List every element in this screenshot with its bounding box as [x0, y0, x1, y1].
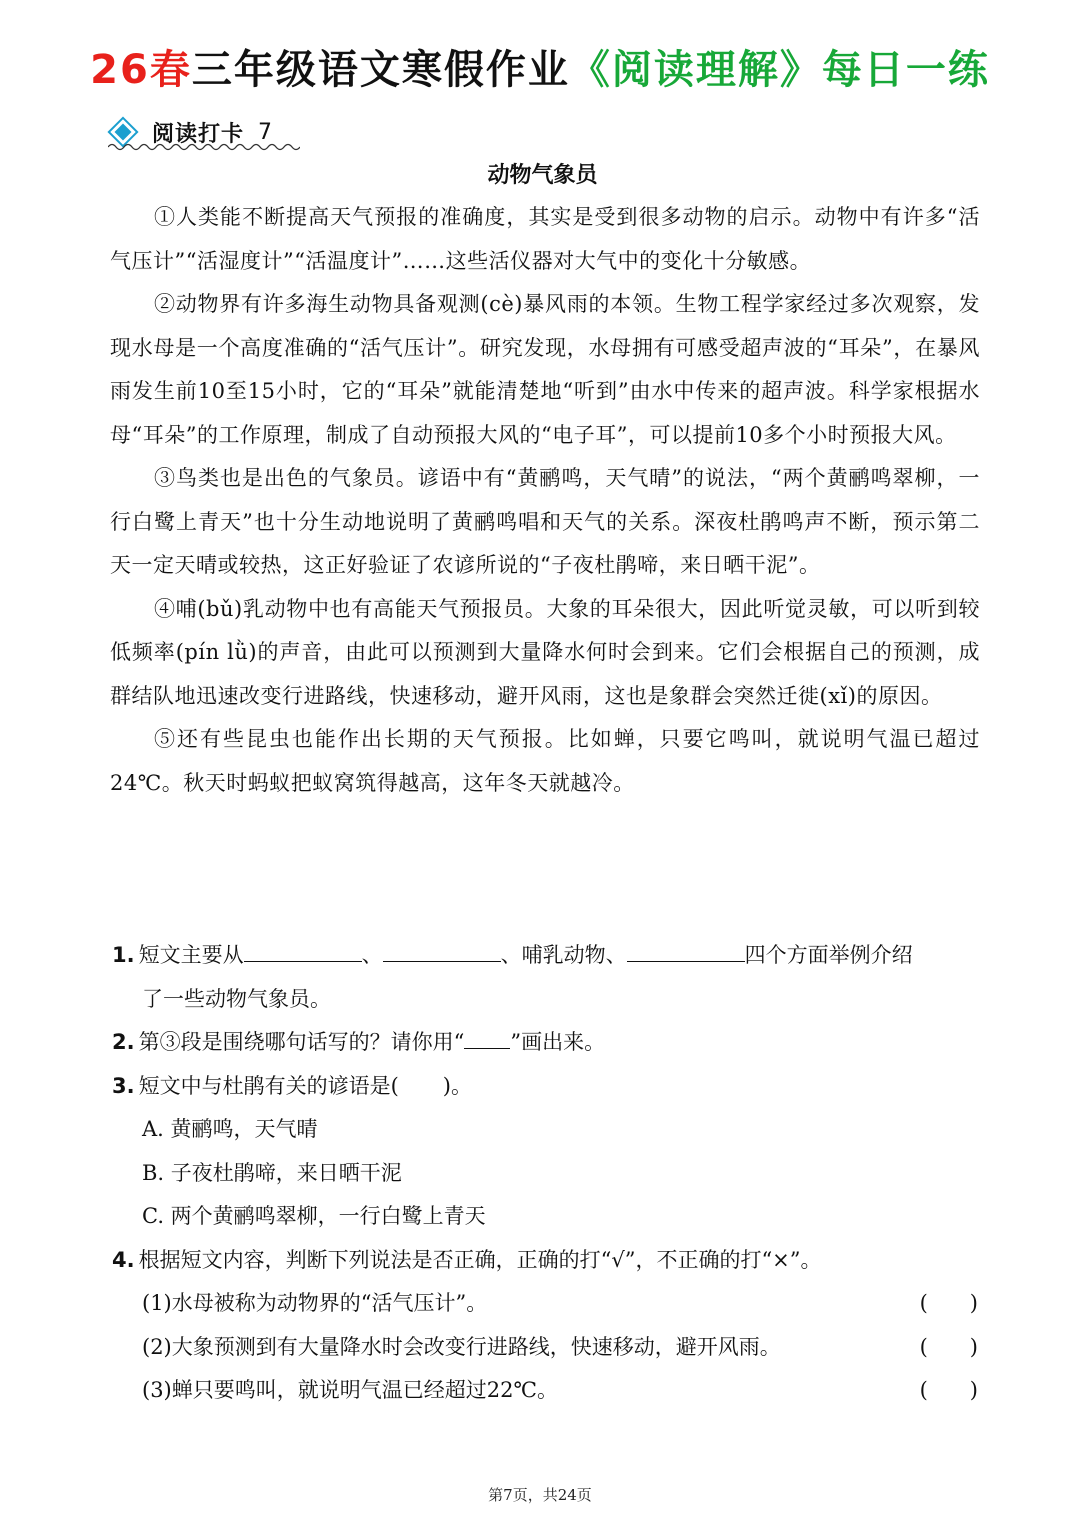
option-a[interactable]: A. 黄鹂鸣，天气晴 — [142, 1117, 318, 1141]
paragraph-3: ③鸟类也是出色的气象员。谚语中有“黄鹂鸣，天气晴”的说法，“两个黄鹂鸣翠柳，一行白鹭上青天”也十分生动地说明了黄鹂鸣唱和天气的关系。深夜杜鹃鸣声不断，预示第二天一定天晴或较热，这正好验证了农谚所说的“子夜杜鹃啼，来日晒干泥”。 — [110, 466, 980, 577]
paragraph-1: ①人类能不断提高天气预报的准确度，其实是受到很多动物的启示。动物中有许多“活气压计”“活湿度计”“活温度计”……这些活仪器对大气中的变化十分敏感。 — [110, 205, 980, 273]
paragraph-5: ⑤还有些昆虫也能作出长期的天气预报。比如蝉，只要它鸣叫，就说明气温已超过24℃。秋天时蚂蚁把蚁窝筑得越高，这年冬天就越冷。 — [110, 727, 980, 795]
checkin-label: 阅读打卡 — [152, 121, 245, 147]
banner-subject: 三年级语文寒假作业 — [191, 47, 570, 93]
judge-item-2: (2)大象预测到有大量降水时会改变行进路线，快速移动，避开风雨。 ( ) — [112, 1326, 982, 1370]
question-3: 3. 短文中与杜鹃有关的谚语是( )。 — [112, 1073, 472, 1098]
judge-answer-paren[interactable]: ( ) — [919, 1291, 978, 1315]
banner-book: 《阅读理解》 — [569, 47, 822, 93]
banner-term: 26春 — [90, 47, 192, 93]
banner-daily: 每日一练 — [821, 47, 990, 93]
underline-sample — [464, 1026, 510, 1049]
judge-answer-paren[interactable]: ( ) — [919, 1378, 978, 1402]
answer-blank[interactable] — [627, 939, 745, 962]
judge-item-1: (1)水母被称为动物界的“活气压计”。 ( ) — [112, 1282, 982, 1326]
article-title: 动物气象员 — [487, 163, 598, 188]
article-body — [110, 196, 980, 805]
paragraph-4: ④哺(bǔ)乳动物中也有高能天气预报员。大象的耳朵很大，因此听觉灵敏，可以听到较低频率(pín lǜ)的声音，由此可以预测到大量降水何时会到来。它们会根据自己的预测，成群结队地迅速改变行进路线，快速移动，避开风雨，这也是象群会突然迁徙(xǐ)的原因。 — [110, 596, 980, 708]
checkin-number: 7 — [258, 119, 273, 145]
question-4: 4. 根据短文内容，判断下列说法是否正确，正确的打“√”，不正确的打“×”。 — [112, 1247, 822, 1272]
wavy-underline — [108, 142, 300, 152]
question-1: 1. 短文主要从 、 、哺乳动物、 四个方面举例介绍 — [112, 934, 982, 978]
option-c[interactable]: C. 两个黄鹂鸣翠柳，一行白鹭上青天 — [142, 1204, 486, 1228]
judge-answer-paren[interactable]: ( ) — [919, 1334, 978, 1359]
page-number: 第7页，共24页 — [488, 1486, 592, 1504]
worksheet-banner-title — [0, 40, 1080, 100]
answer-blank[interactable] — [383, 939, 501, 962]
judge-item-3: (3)蝉只要鸣叫，就说明气温已经超过22℃。 ( ) — [112, 1369, 982, 1413]
question-2: 2. 第③段是围绕哪句话写的？请你用“ ”画出来。 — [112, 1021, 982, 1065]
option-b[interactable]: B. 子夜杜鹃啼，来日晒干泥 — [142, 1160, 402, 1185]
paragraph-2: ②动物界有许多海生动物具备观测(cè)暴风雨的本领。生物工程学家经过多次观察，发现水母是一个高度准确的“活气压计”。研究发现，水母拥有可感受超声波的“耳朵”，在暴风雨发生前10至15小时，它的“耳朵”就能清楚地“听到”由水中传来的超声波。科学家根据水母“耳朵”的工作原理，制成了自动预报大风的“电子耳”，可以提前10多个小时预报大风。 — [110, 292, 980, 447]
question-1-cont: 了一些动物气象员。 — [142, 986, 331, 1011]
answer-blank[interactable] — [244, 939, 362, 962]
question-section — [112, 934, 982, 1413]
